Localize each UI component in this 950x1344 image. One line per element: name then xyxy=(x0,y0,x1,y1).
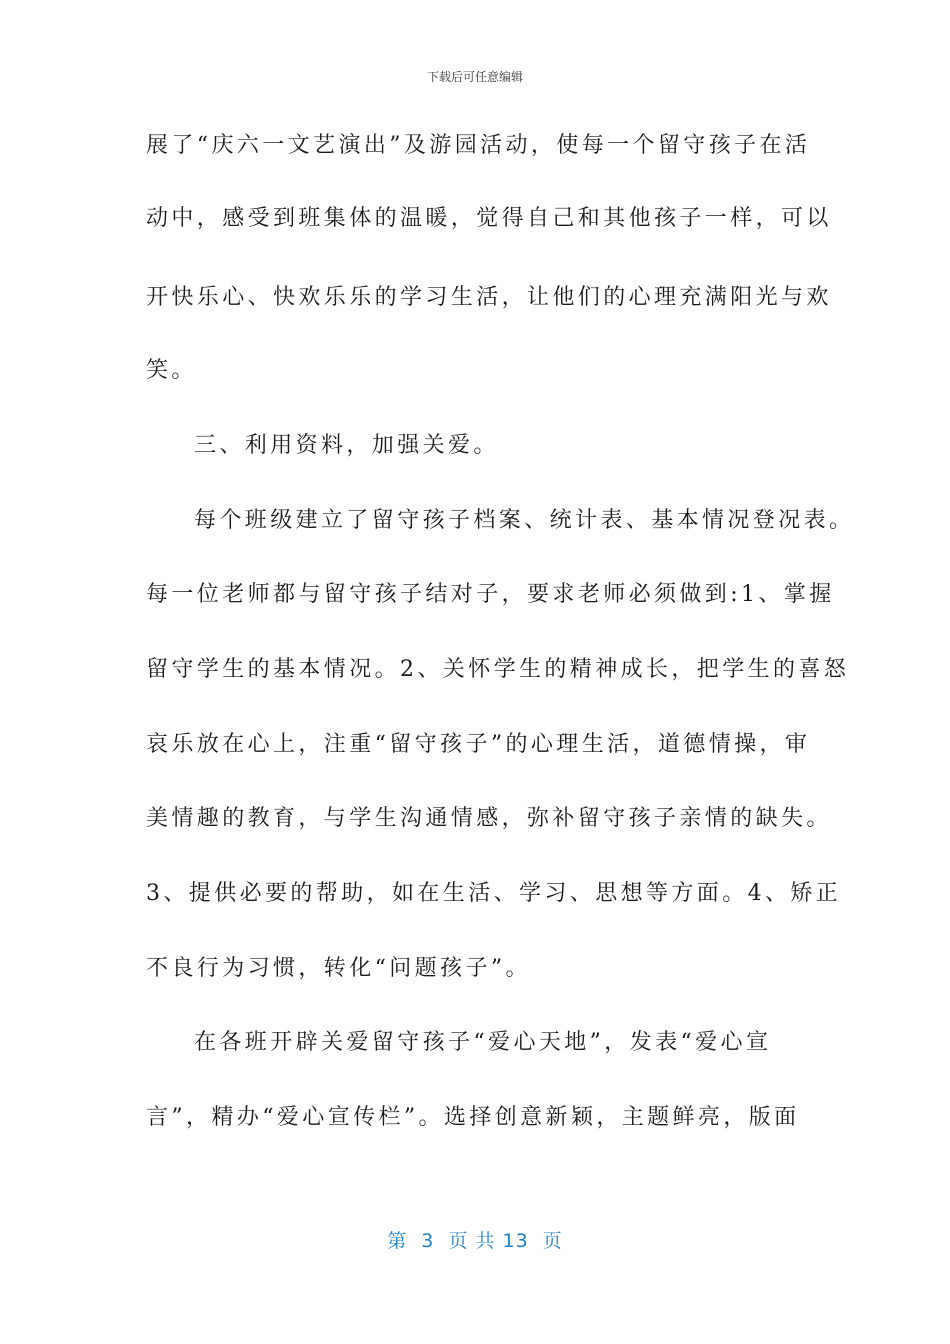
text-line: 不良行为习惯，转化“问题孩子”。 xyxy=(146,956,531,981)
text-line: 展了“庆六一文艺演出”及游园活动，使每一个留守孩子在活 xyxy=(146,133,811,158)
text-line: 开快乐心、快欢乐乐的学习生活，让他们的心理充满阳光与欢 xyxy=(146,285,832,310)
section-heading: 三、利用资料，加强关爱。 xyxy=(194,433,499,458)
text-line: 留守学生的基本情况。2、关怀学生的精神成长，把学生的喜怒 xyxy=(146,657,850,682)
text-line: 笑。 xyxy=(146,358,197,383)
text-line: 在各班开辟关爱留守孩子“爱心天地”，发表“爱心宣 xyxy=(194,1030,772,1055)
text-line: 3、提供必要的帮助，如在生活、学习、思想等方面。4、矫正 xyxy=(146,881,842,906)
text-line: 言”，精办“爱心宣传栏”。选择创意新颖，主题鲜亮，版面 xyxy=(146,1105,800,1130)
text-line: 动中，感受到班集体的温暖，觉得自己和其他孩子一样，可以 xyxy=(146,206,832,231)
header-note: 下载后可任意编辑 xyxy=(426,70,523,84)
text-line: 每一位老师都与留守孩子结对子，要求老师必须做到:1、掌握 xyxy=(146,582,835,607)
text-line: 美情趣的教育，与学生沟通情感，弥补留守孩子亲情的缺失。 xyxy=(146,806,832,831)
text-line: 哀乐放在心上，注重“留守孩子”的心理生活，道德情操，审 xyxy=(146,732,811,757)
text-line: 每个班级建立了留守孩子档案、统计表、基本情况登况表。 xyxy=(194,508,855,533)
page-number: 第 3 页 共 13 页 xyxy=(387,1230,563,1252)
